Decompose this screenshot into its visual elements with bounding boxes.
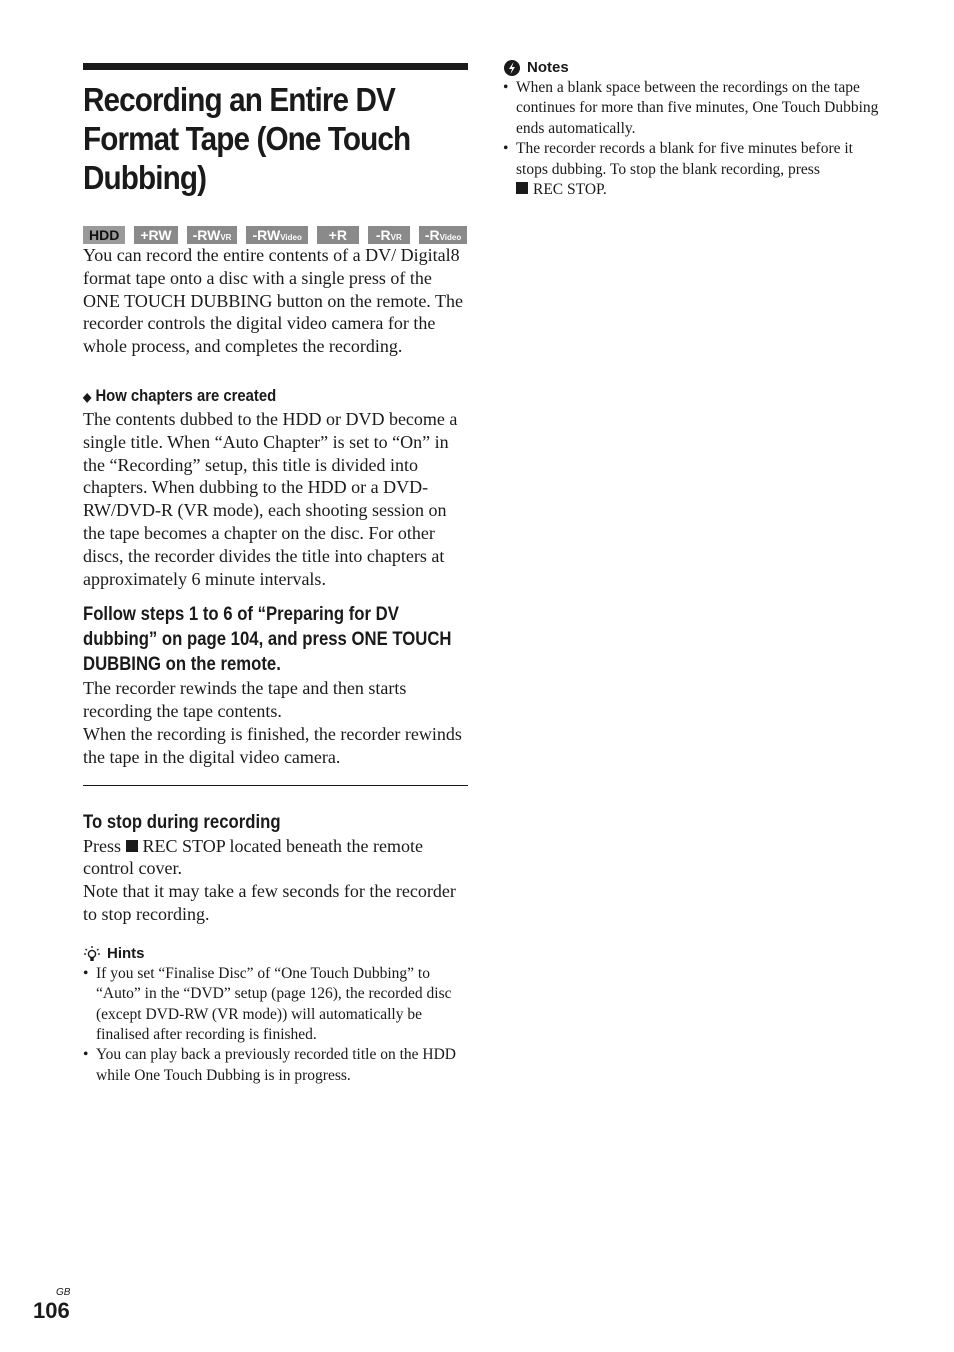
step-heading: Follow steps 1 to 6 of “Preparing for DV dubbing” on page 104, and press ONE TOUCH DUBBING on the remote. bbox=[83, 604, 452, 676]
page-number: 106 bbox=[33, 1298, 70, 1323]
intro-paragraph: You can record the entire contents of a DV/ Digital8 format tape onto a disc with a single press of the ONE TOUCH DUBBING button on the remote. The recorder controls the digital video camera for the whole process, and completes the recording. bbox=[83, 245, 463, 357]
notes-heading: Notes bbox=[503, 58, 888, 78]
badge-hdd: HDD bbox=[83, 226, 125, 244]
note-item: • The recorder records a blank for five minutes before it stops dubbing. To stop the blank recording, press REC STOP. bbox=[503, 139, 888, 200]
note-item: • When a blank space between the recordings on the tape continues for more than five minutes, One Touch Dubbing ends automatically. bbox=[503, 78, 888, 139]
caution-icon bbox=[503, 59, 521, 77]
badge-minus-rw-video: -RWVideo bbox=[246, 226, 307, 244]
title-rule bbox=[83, 63, 468, 70]
stop-note: Note that it may take a few seconds for the recorder to stop recording. bbox=[83, 881, 456, 924]
chapters-paragraph: The contents dubbed to the HDD or DVD become a single title. When “Auto Chapter” is set to “On” in the “Recording” setup, this title is divided into chapters. When dubbing to the HDD or a DVD-RW/DVD-R (VR mode), each shooting session on the tape becomes a chapter on the disc. For other discs, the recorder divides the title into chapters at approximately 6 minute intervals. bbox=[83, 408, 458, 589]
page-title: Recording an Entire DV Format Tape (One Touch Dubbing) bbox=[83, 81, 411, 196]
badge-minus-rw-vr: -RWVR bbox=[187, 226, 238, 244]
hint-item: • You can play back a previously recorded title on the HDD while One Touch Dubbing is in progress. bbox=[83, 1045, 468, 1086]
step-line-2: When the recording is finished, the recorder rewinds the tape in the digital video camera. bbox=[83, 723, 462, 767]
stop-heading: To stop during recording bbox=[83, 811, 281, 833]
stop-square-icon bbox=[516, 182, 528, 194]
diamond-icon: ◆ bbox=[83, 389, 92, 404]
chapters-heading: ◆ How chapters are created bbox=[83, 386, 277, 405]
step-line-1: The recorder rewinds the tape and then starts recording the tape contents. bbox=[83, 678, 407, 722]
badge-plus-r: +R bbox=[317, 226, 359, 244]
lightbulb-icon bbox=[83, 945, 101, 963]
stop-paragraph: Press REC STOP located beneath the remote control cover. bbox=[83, 835, 423, 879]
right-column bbox=[503, 58, 888, 200]
region-code: GB bbox=[56, 1287, 71, 1298]
disc-type-badges bbox=[83, 226, 483, 244]
hints-heading: Hints bbox=[83, 944, 468, 964]
left-column bbox=[83, 63, 468, 1086]
hint-item: • If you set “Finalise Disc” of “One Touch Dubbing” to “Auto” in the “DVD” setup (page 126), the recorded disc (except DVD-RW (VR mode)) will automatically be finalised after recording is finished. bbox=[83, 964, 468, 1046]
badge-plus-rw: +RW bbox=[134, 226, 177, 244]
hints-list bbox=[83, 964, 468, 1086]
badge-minus-r-vr: -RVR bbox=[368, 226, 410, 244]
notes-list bbox=[503, 78, 888, 200]
section-divider bbox=[83, 785, 468, 786]
stop-square-icon bbox=[126, 840, 138, 852]
badge-minus-r-video: -RVideo bbox=[419, 226, 467, 244]
